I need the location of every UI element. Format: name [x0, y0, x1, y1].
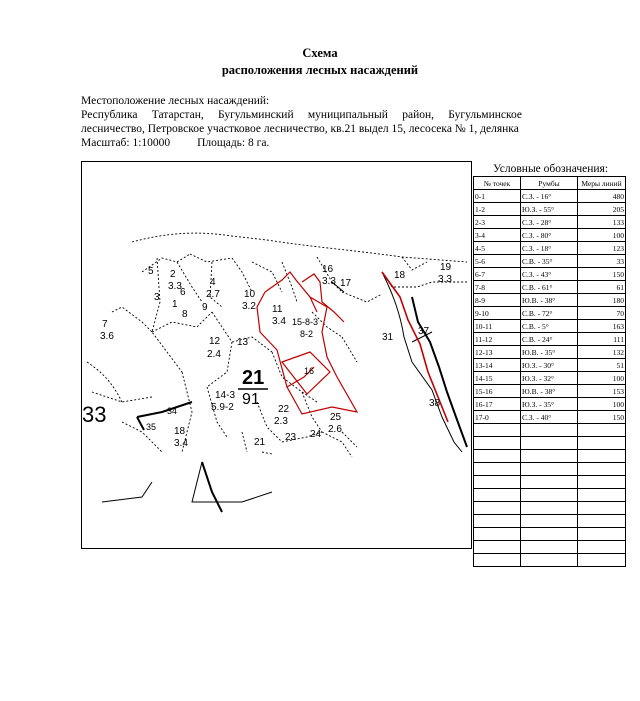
plot-label: 25	[330, 412, 342, 423]
length-cell: 133	[578, 216, 626, 229]
length-cell: 153	[578, 385, 626, 398]
point-cell	[474, 554, 521, 567]
point-cell: 9-10	[474, 307, 521, 320]
plot-label: 2.7	[206, 289, 220, 300]
bearing-cell: С.З. - 28°	[521, 216, 578, 229]
plot-label: 14-3	[215, 390, 236, 401]
table-row	[474, 255, 626, 268]
bearing-cell: Ю.З. - 35°	[521, 398, 578, 411]
point-cell: 14-15	[474, 372, 521, 385]
point-cell: 5-6	[474, 255, 521, 268]
location-word: район,	[402, 109, 435, 121]
map-scale: Масштаб: 1:10000	[81, 137, 171, 149]
length-cell: 100	[578, 398, 626, 411]
plot-label: 8-2	[300, 329, 314, 339]
column-header: Меры линий	[578, 177, 626, 190]
point-cell: 12-13	[474, 346, 521, 359]
table-row	[474, 216, 626, 229]
table-row	[474, 385, 626, 398]
length-cell	[578, 424, 626, 437]
length-cell: 70	[578, 307, 626, 320]
plot-label: 23	[285, 432, 297, 443]
column-header: № точек	[474, 177, 521, 190]
legend-title: Условные обозначения:	[493, 163, 609, 175]
plot-label: 3.6	[100, 331, 114, 342]
bearing-cell: С.В. - 72°	[521, 307, 578, 320]
point-cell	[474, 476, 521, 489]
table-row	[474, 528, 626, 541]
bearing-cell	[521, 463, 578, 476]
bearing-cell	[521, 424, 578, 437]
table-row	[474, 346, 626, 359]
table-row	[474, 229, 626, 242]
point-cell	[474, 489, 521, 502]
table-row	[474, 242, 626, 255]
location-word: Татарстан,	[151, 109, 204, 121]
point-cell: 6-7	[474, 268, 521, 281]
plot-label: 33	[82, 402, 107, 427]
document-title: Схема	[302, 46, 338, 60]
table-row	[474, 502, 626, 515]
length-cell	[578, 450, 626, 463]
plot-label: 3	[154, 292, 160, 303]
point-cell: 17-0	[474, 411, 521, 424]
plot-label: 34	[167, 406, 178, 416]
table-row	[474, 372, 626, 385]
location-word: Республика	[81, 109, 138, 121]
length-cell	[578, 463, 626, 476]
bearing-cell	[521, 541, 578, 554]
plot-label: 19	[440, 262, 452, 273]
length-cell	[578, 515, 626, 528]
plot-label: 21	[254, 437, 266, 448]
location-heading: Местоположение лесных насаждений:	[81, 95, 270, 107]
bearing-cell	[521, 554, 578, 567]
bearing-cell: Ю.В. - 38°	[521, 385, 578, 398]
point-cell: 2-3	[474, 216, 521, 229]
length-cell: 61	[578, 281, 626, 294]
length-cell	[578, 541, 626, 554]
length-cell: 150	[578, 411, 626, 424]
point-cell: 3-4	[474, 229, 521, 242]
quarter-area: 91	[242, 391, 260, 408]
table-row	[474, 268, 626, 281]
plot-label: 38	[429, 398, 441, 409]
table-row	[474, 437, 626, 450]
plot-label: 5.9-2	[211, 402, 234, 413]
table-row	[474, 424, 626, 437]
bearings-table	[473, 176, 626, 567]
bearing-cell: С.З. - 43°	[521, 268, 578, 281]
table-row	[474, 450, 626, 463]
length-cell: 100	[578, 372, 626, 385]
length-cell: 100	[578, 229, 626, 242]
bearing-cell	[521, 528, 578, 541]
plot-label: 9	[202, 302, 208, 313]
table-row	[474, 489, 626, 502]
plot-label: 15-8-3	[292, 317, 319, 327]
point-cell: 11-12	[474, 333, 521, 346]
point-cell: 4-5	[474, 242, 521, 255]
bearing-cell	[521, 450, 578, 463]
plot-area: Площадь: 8 га.	[197, 137, 270, 149]
plot-label: 11	[272, 304, 283, 315]
point-cell	[474, 502, 521, 515]
bearing-cell	[521, 502, 578, 515]
column-header: Румбы	[521, 177, 578, 190]
plot-label: 12	[209, 336, 221, 347]
bearing-cell: Ю.З. - 55°	[521, 203, 578, 216]
plot-label: 5	[148, 266, 154, 277]
table-row	[474, 554, 626, 567]
bearing-cell	[521, 515, 578, 528]
plot-label: 2.4	[207, 349, 221, 360]
table-row	[474, 476, 626, 489]
bearing-cell: С.В. - 35°	[521, 255, 578, 268]
point-cell: 15-16	[474, 385, 521, 398]
bearing-cell	[521, 476, 578, 489]
bearing-cell: Ю.З. - 32°	[521, 372, 578, 385]
bearing-cell: С.В. - 24°	[521, 333, 578, 346]
plot-label: 16	[322, 264, 334, 275]
table-row	[474, 294, 626, 307]
bearing-cell: С.З. - 18°	[521, 242, 578, 255]
length-cell: 33	[578, 255, 626, 268]
location-line-1	[81, 109, 522, 121]
length-cell: 163	[578, 320, 626, 333]
plot-label: 3.4	[174, 438, 188, 449]
plot-label: 7	[102, 319, 108, 330]
document-subtitle: расположения лесных насаждений	[221, 63, 419, 77]
location-word: Бугульминский	[218, 109, 294, 121]
length-cell: 111	[578, 333, 626, 346]
plot-label: 3.3	[168, 281, 182, 292]
plot-label: 35	[146, 422, 157, 432]
bearing-cell: С.З. - 40°	[521, 411, 578, 424]
plot-label: 31	[382, 332, 394, 343]
point-cell: 16-17	[474, 398, 521, 411]
bearing-cell: С.З. - 16°	[521, 190, 578, 203]
table-body	[474, 190, 626, 567]
quarter-label	[238, 367, 268, 408]
plot-label: 10	[244, 289, 256, 300]
table-row	[474, 541, 626, 554]
location-word: Бугульминское	[448, 109, 522, 121]
bearing-cell	[521, 437, 578, 450]
bearing-cell: С.З. - 80°	[521, 229, 578, 242]
point-cell	[474, 515, 521, 528]
length-cell: 180	[578, 294, 626, 307]
plot-label: 18	[394, 270, 406, 281]
point-cell	[474, 463, 521, 476]
table-row	[474, 463, 626, 476]
length-cell: 480	[578, 190, 626, 203]
plot-label: 6	[180, 287, 186, 298]
plot-label: 4	[210, 277, 216, 288]
point-cell	[474, 437, 521, 450]
table-row	[474, 333, 626, 346]
bearing-cell: С.В. - 5°	[521, 320, 578, 333]
location-word: муниципальный	[307, 109, 388, 121]
point-cell	[474, 424, 521, 437]
plot-label: 3.3	[322, 276, 336, 287]
table-row	[474, 398, 626, 411]
point-cell	[474, 541, 521, 554]
bearing-cell: Ю.З. - 30°	[521, 359, 578, 372]
scale-area-line	[81, 137, 293, 149]
plot-label: 2	[170, 269, 176, 280]
plot-label: 3.3	[438, 274, 452, 285]
plot-label: 37	[418, 326, 430, 337]
table-header-row	[474, 177, 626, 190]
plot-label: 8	[182, 309, 188, 320]
length-cell: 205	[578, 203, 626, 216]
length-cell: 123	[578, 242, 626, 255]
length-cell	[578, 437, 626, 450]
bearing-cell: С.В. - 61°	[521, 281, 578, 294]
length-cell: 51	[578, 359, 626, 372]
table-row	[474, 190, 626, 203]
table-row	[474, 515, 626, 528]
plot-label: 3.2	[242, 301, 256, 312]
plot-label: 22	[278, 404, 290, 415]
length-cell: 150	[578, 268, 626, 281]
table-row	[474, 281, 626, 294]
length-cell	[578, 502, 626, 515]
table-row	[474, 320, 626, 333]
point-cell: 7-8	[474, 281, 521, 294]
table-row	[474, 359, 626, 372]
plot-label: 2.6	[328, 424, 342, 435]
length-cell	[578, 554, 626, 567]
plot-label: 1	[172, 299, 178, 310]
map-drawing	[82, 162, 472, 549]
plot-label: 2.3	[274, 416, 288, 427]
table-row	[474, 307, 626, 320]
point-cell: 13-14	[474, 359, 521, 372]
point-cell: 0-1	[474, 190, 521, 203]
plot-label: 13	[237, 337, 249, 348]
point-cell	[474, 450, 521, 463]
bearing-cell: Ю.В. - 38°	[521, 294, 578, 307]
point-cell: 10-11	[474, 320, 521, 333]
length-cell	[578, 528, 626, 541]
cutting-area-boundary	[257, 272, 357, 414]
plot-label: 18	[174, 426, 186, 437]
length-cell	[578, 476, 626, 489]
quarter-number: 21	[242, 367, 265, 389]
length-cell	[578, 489, 626, 502]
bearing-cell	[521, 489, 578, 502]
point-cell	[474, 528, 521, 541]
plot-label: 24	[310, 429, 322, 440]
forest-map	[81, 161, 472, 549]
table-row	[474, 203, 626, 216]
table-row	[474, 411, 626, 424]
plot-label: 3.4	[272, 316, 286, 327]
point-cell: 1-2	[474, 203, 521, 216]
plot-label: 17	[340, 278, 352, 289]
point-cell: 8-9	[474, 294, 521, 307]
bearing-cell: Ю.В. - 35°	[521, 346, 578, 359]
plot-label: 16	[304, 366, 315, 376]
length-cell: 132	[578, 346, 626, 359]
location-line-2: лесничество, Петровское участковое лесничество, кв.21 выдел 15, лесосека № 1, делянка	[81, 123, 519, 135]
